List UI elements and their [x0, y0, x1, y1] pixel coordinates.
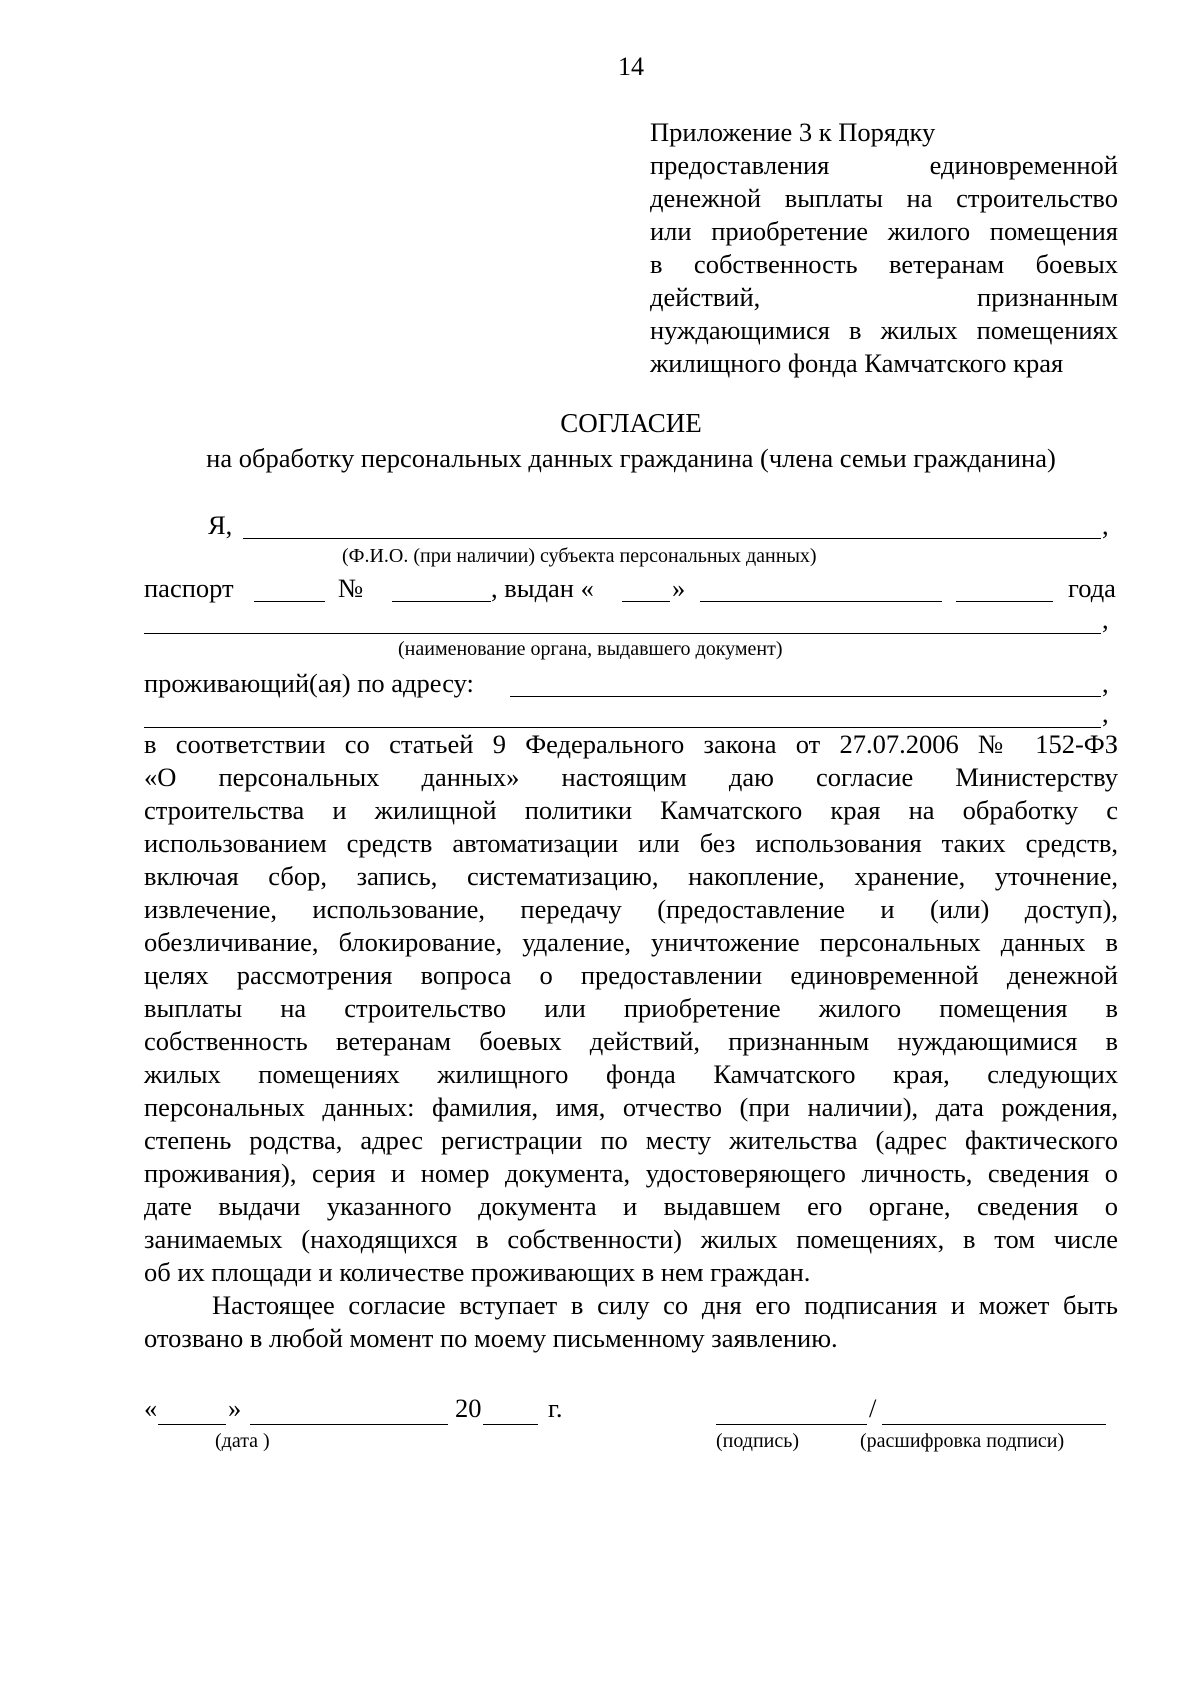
- annex-line: жилищного фонда Камчатского края: [650, 348, 1064, 378]
- sign-month-field[interactable]: [250, 1424, 448, 1425]
- fio-comma: ,: [1102, 510, 1109, 540]
- annex-line: денежной выплаты на строительство: [650, 183, 1118, 213]
- body-line: включая сбор, запись, систематизацию, накопление, хранение, уточнение,: [144, 861, 1118, 891]
- validity-line-2: отозвано в любой момент по моему письменному заявлению.: [144, 1323, 838, 1353]
- address-field[interactable]: [510, 696, 1101, 697]
- validity-line-1: Настоящее согласие вступает в силу со дня его подписания и может быть: [212, 1290, 1118, 1320]
- body-line: выплаты на строительство или приобретение жилого помещения в: [144, 993, 1118, 1023]
- number-sign: №: [338, 573, 364, 603]
- body-line: извлечение, использование, передачу (предоставление и (или) доступ),: [144, 894, 1118, 924]
- sign-quote-close: »: [228, 1393, 242, 1423]
- issue-year-field[interactable]: [956, 601, 1053, 602]
- annex-line: Приложение 3 к Порядку: [650, 117, 936, 147]
- sign-year-prefix: 20: [455, 1393, 482, 1423]
- annex-line: или приобретение жилого помещения: [650, 216, 1118, 246]
- body-line: занимаемых (находящихся в собственности) жилых помещениях, в том числе: [144, 1224, 1118, 1254]
- sign-slash: /: [869, 1393, 877, 1423]
- year-label: года: [1068, 573, 1116, 603]
- body-line: целях рассмотрения вопроса о предоставлении единовременной денежной: [144, 960, 1118, 990]
- issued-label: , выдан «: [491, 573, 594, 603]
- annex-line: предоставления единовременной: [650, 150, 1118, 180]
- body-line: жилых помещениях жилищного фонда Камчатского края, следующих: [144, 1059, 1118, 1089]
- issue-quote-close: »: [672, 573, 686, 603]
- body-line: «О персональных данных» настоящим даю согласие Министерству: [144, 762, 1118, 792]
- body-line: в соответствии со статьей 9 Федерального закона от 27.07.2006 № 152-ФЗ: [144, 729, 1118, 759]
- signature-field[interactable]: [716, 1424, 867, 1425]
- sign-year-suffix: г.: [548, 1393, 563, 1423]
- ya-label: Я,: [208, 510, 233, 540]
- sign-day-field[interactable]: [158, 1424, 226, 1425]
- passport-number-field[interactable]: [392, 601, 491, 602]
- issuer-caption: (наименование органа, выдавшего документ): [398, 638, 783, 660]
- body-line: строительства и жилищной политики Камчатского края на обработку с: [144, 795, 1118, 825]
- body-line: собственность ветеранам боевых действий, признанным нуждающимися в: [144, 1026, 1118, 1056]
- date-caption: (дата ): [215, 1430, 270, 1452]
- annex-line: нуждающимися в жилых помещениях: [650, 315, 1118, 345]
- document-subtitle: на обработку персональных данных гражданина (члена семьи гражданина): [206, 443, 1056, 473]
- body-line: персональных данных: фамилия, имя, отчество (при наличии), дата рождения,: [144, 1092, 1118, 1122]
- annex-line: в собственность ветеранам боевых: [650, 249, 1118, 279]
- signature-decoding-field[interactable]: [882, 1424, 1106, 1425]
- signature-caption: (подпись): [716, 1430, 800, 1452]
- decoding-caption: (расшифровка подписи): [860, 1430, 1065, 1452]
- body-line: использованием средств автоматизации или без использования таких средств,: [144, 828, 1118, 858]
- body-line: проживания), серия и номер документа, удостоверяющего личность, сведения о: [144, 1158, 1118, 1188]
- sign-year-field[interactable]: [483, 1424, 538, 1425]
- annex-line: действий, признанным: [650, 282, 1118, 312]
- passport-series-field[interactable]: [254, 601, 325, 602]
- body-line: обезличивание, блокирование, удаление, уничтожение персональных данных в: [144, 927, 1118, 957]
- address-comma-2: ,: [1102, 698, 1109, 728]
- body-line-last: об их площади и количестве проживающих в нем граждан.: [144, 1257, 811, 1287]
- body-line: дате выдачи указанного документа и выдавшем его органе, сведения о: [144, 1191, 1118, 1221]
- document-title: СОГЛАСИЕ: [560, 408, 702, 438]
- sign-quote-open: «: [144, 1393, 158, 1423]
- issue-month-field[interactable]: [700, 601, 942, 602]
- issuer-comma: ,: [1102, 604, 1109, 634]
- issue-day-field[interactable]: [622, 601, 670, 602]
- address-comma: ,: [1102, 668, 1109, 698]
- address-label: проживающий(ая) по адресу:: [144, 668, 474, 698]
- fio-caption: (Ф.И.О. (при наличии) субъекта персональных данных): [342, 545, 817, 567]
- issuer-field[interactable]: [144, 633, 1101, 634]
- body-line: степень родства, адрес регистрации по месту жительства (адрес фактического: [144, 1125, 1118, 1155]
- page-number: 14: [618, 52, 644, 81]
- passport-label: паспорт: [144, 573, 234, 603]
- fio-field[interactable]: [243, 538, 1101, 539]
